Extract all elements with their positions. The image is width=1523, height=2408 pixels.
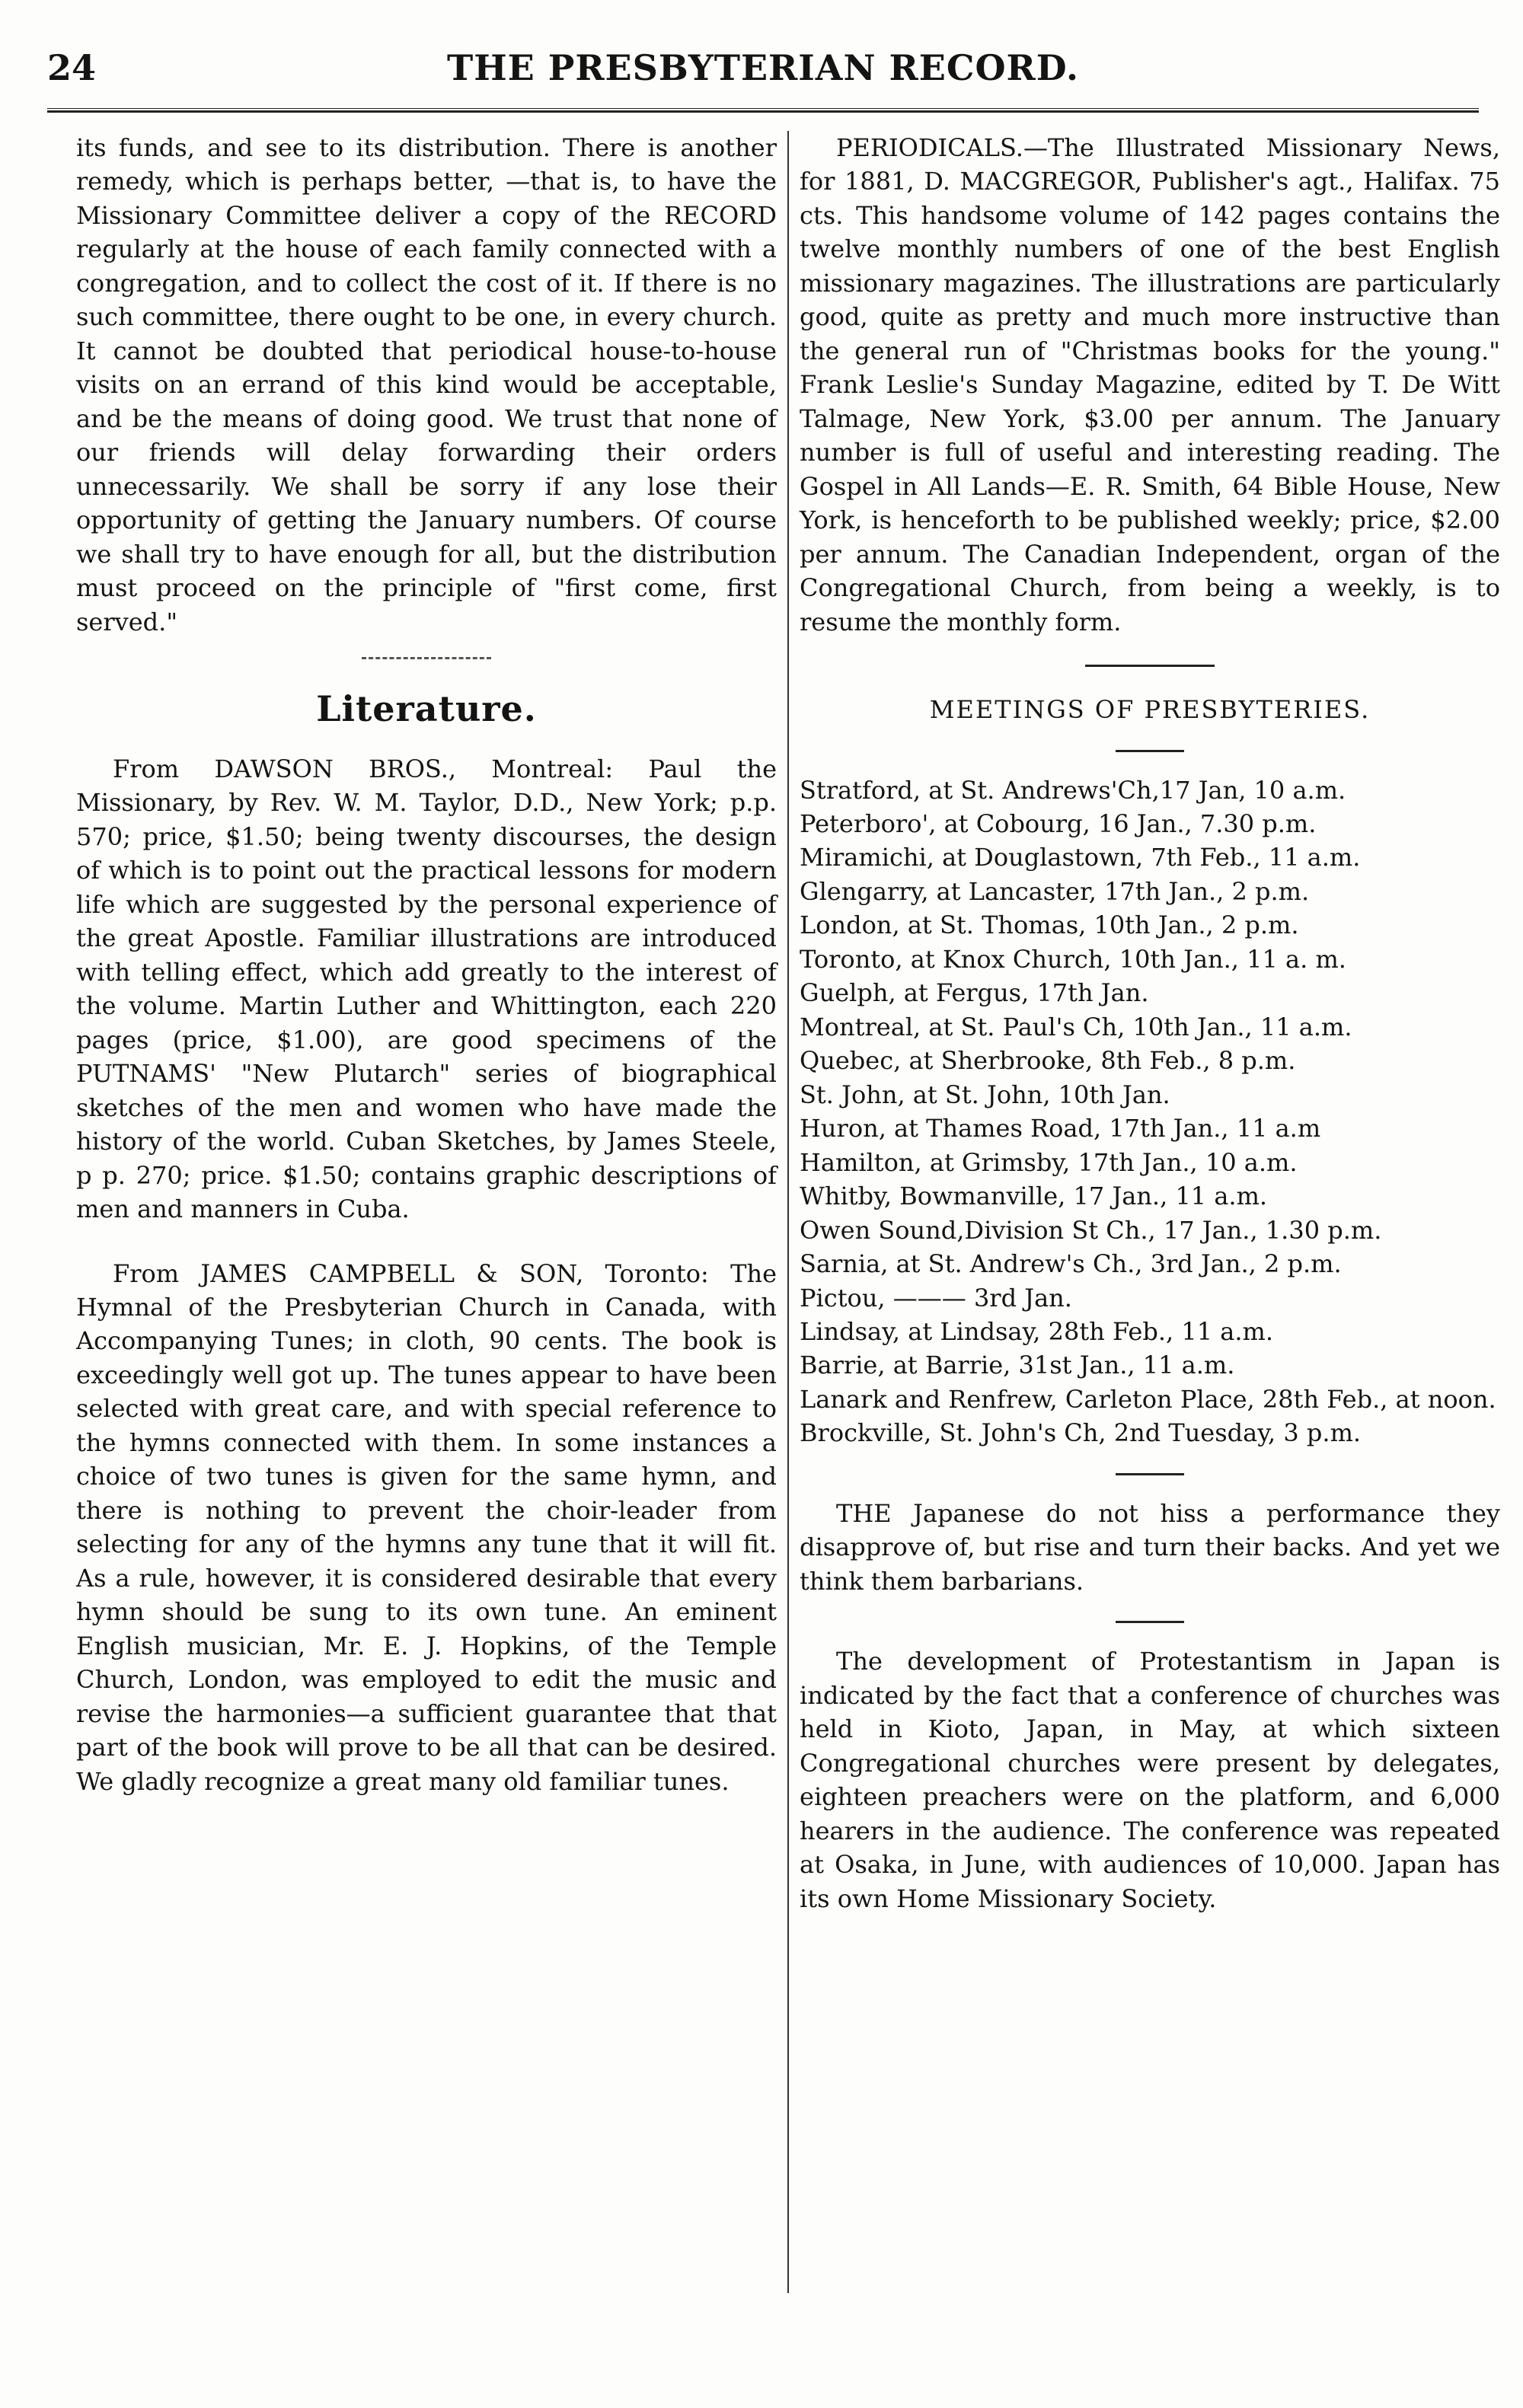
running-title: THE PRESBYTERIAN RECORD.	[446, 47, 1080, 88]
list-item: Sarnia, at St. Andrew's Ch., 3rd Jan., 2 p.m.	[800, 1249, 1342, 1279]
list-item: Huron, at Thames Road, 17th Jan., 11 a.m	[800, 1114, 1321, 1143]
short-rule	[1116, 1473, 1184, 1475]
list-item: Quebec, at Sherbrooke, 8th Feb., 8 p.m.	[800, 1046, 1296, 1076]
continuation-paragraph: its funds, and see to its distribution. There is another remedy, which is perhaps better, —that is, to have the Missionary Committee deliver a copy of the RECORD regularly at the house of each family connected with a congregation, and to collect the cost of it. If there is no such committee, there ought to be one, in every church. It cannot be doubted that periodical house-to-house visits on an errand of this kind would be acceptable, and be the means of doing good. We trust that none of our friends will delay forwarding their orders unnecessarily. We shall be sorry if any lose their opportunity of getting the January numbers. Of course we shall try to have enough for all, but the distribution must proceed on the principle of "first come, first served."	[76, 133, 777, 636]
page-number: 24	[47, 47, 97, 88]
list-item: Brockville, St. John's Ch, 2nd Tuesday, 3 p.m.	[800, 1418, 1362, 1448]
list-item: Miramichi, at Douglastown, 7th Feb., 11 a.m.	[800, 843, 1361, 872]
list-item: Peterboro', at Cobourg, 16 Jan., 7.30 p.m.	[800, 809, 1317, 838]
header-rule	[47, 108, 1479, 113]
list-item: Guelph, at Fergus, 17th Jan.	[800, 978, 1149, 1008]
list-item: Lanark and Renfrew, Carleton Place, 28th Feb., at noon.	[800, 1384, 1496, 1414]
dawson-review: From DAWSON BROS., Montreal: Paul the Missionary, by Rev. W. M. Taylor, D.D., New York; p.p. 570; price, $1.50; being twenty discourses, the design of which is to point out the practical lessons for modern life which are suggested by the personal experience of the great Apostle. Familiar illustrations are introduced with telling effect, which add greatly to the interest of the volume. Martin Luther and Whittington, each 220 pages (price, $1.00), are good specimens of the PUTNAMS' "New Plutarch" series of biographical sketches of the men and women who have made the history of the world. Cuban Sketches, by James Steele, p p. 270; price. $1.50; contains graphic descriptions of men and manners in Cuba.	[76, 754, 777, 1224]
short-rule	[1116, 750, 1184, 752]
list-item: Montreal, at St. Paul's Ch, 10th Jan., 11 a.m.	[800, 1012, 1352, 1041]
list-item: London, at St. Thomas, 10th Jan., 2 p.m.	[800, 911, 1299, 940]
right-column	[800, 131, 1500, 1915]
list-item: Lindsay, at Lindsay, 28th Feb., 11 a.m.	[800, 1317, 1274, 1346]
list-item: St. John, at St. John, 10th Jan.	[800, 1080, 1170, 1109]
list-item: Hamilton, at Grimsby, 17th Jan., 10 a.m.	[800, 1147, 1298, 1177]
dashed-separator	[362, 657, 491, 659]
list-item: Toronto, at Knox Church, 10th Jan., 11 a. m.	[800, 944, 1346, 974]
japanese-paragraph: THE Japanese do not hiss a performance they disapprove of, but rise and turn their backs. And yet we think them barbarians.	[800, 1498, 1500, 1596]
list-item: Owen Sound,Division St Ch., 17 Jan., 1.30 p.m.	[800, 1215, 1382, 1245]
literature-heading: Literature.	[316, 688, 537, 730]
list-item: Pictou, ——— 3rd Jan.	[800, 1283, 1072, 1312]
short-rule	[1116, 1621, 1184, 1623]
list-item: Glengarry, at Lancaster, 17th Jan., 2 p.m.	[800, 876, 1310, 906]
meetings-list	[800, 773, 1500, 1450]
section-separator	[1085, 665, 1215, 667]
list-item: Stratford, at St. Andrews'Ch,17 Jan, 10 a.m.	[800, 775, 1346, 805]
meetings-heading: MEETINGS OF PRESBYTERIES.	[929, 695, 1371, 725]
campbell-review: From JAMES CAMPBELL & SON, Toronto: The Hymnal of the Presbyterian Church in Canada, with Accompanying Tunes; in cloth, 90 cents. The book is exceedingly well got up. The tunes appear to have been selected with great care, and with special reference to the hymns connected with them. In some instances a choice of two tunes is given for the same hymn, and there is nothing to prevent the choir-leader from selecting for any of the hymns any tune that it will fit. As a rule, however, it is considered desirable that every hymn should be sung to its own tune. An eminent English musician, Mr. E. J. Hopkins, of the Temple Church, London, was employed to edit the music and revise the harmonies—a sufficient guarantee that that part of the book will prove to be all that can be desired. We gladly recognize a great many old familiar tunes.	[76, 1258, 777, 1796]
periodicals-paragraph: PERIODICALS.—The Illustrated Missionary News, for 1881, D. MACGREGOR, Publisher's agt., Halifax. 75 cts. This handsome volume of 142 pages contains the twelve monthly numbers of one of the best English missionary magazines. The illustrations are particularly good, quite as pretty and much more instructive than the general run of "Christmas books for the young." Frank Leslie's Sunday Magazine, edited by T. De Witt Talmage, New York, $3.00 per annum. The January number is full of useful and interesting reading. The Gospel in All Lands—E. R. Smith, 64 Bible House, New York, is henceforth to be published weekly; price, $2.00 per annum. The Canadian Independent, organ of the Congregational Church, from being a weekly, is to resume the monthly form.	[800, 133, 1500, 636]
page-header	[47, 47, 1479, 108]
list-item: Whitby, Bowmanville, 17 Jan., 11 a.m.	[800, 1182, 1268, 1211]
left-column	[76, 131, 777, 1798]
protestantism-paragraph: The development of Protestantism in Japan is indicated by the fact that a conference of churches was held in Kioto, Japan, in May, at which sixteen Congregational churches were present by delegates, eighteen preachers were on the platform, and 6,000 hearers in the audience. The conference was repeated at Osaka, in June, with audiences of 10,000. Japan has its own Home Missionary Society.	[800, 1647, 1500, 1913]
list-item: Barrie, at Barrie, 31st Jan., 11 a.m.	[800, 1351, 1235, 1380]
column-divider	[787, 131, 789, 2293]
